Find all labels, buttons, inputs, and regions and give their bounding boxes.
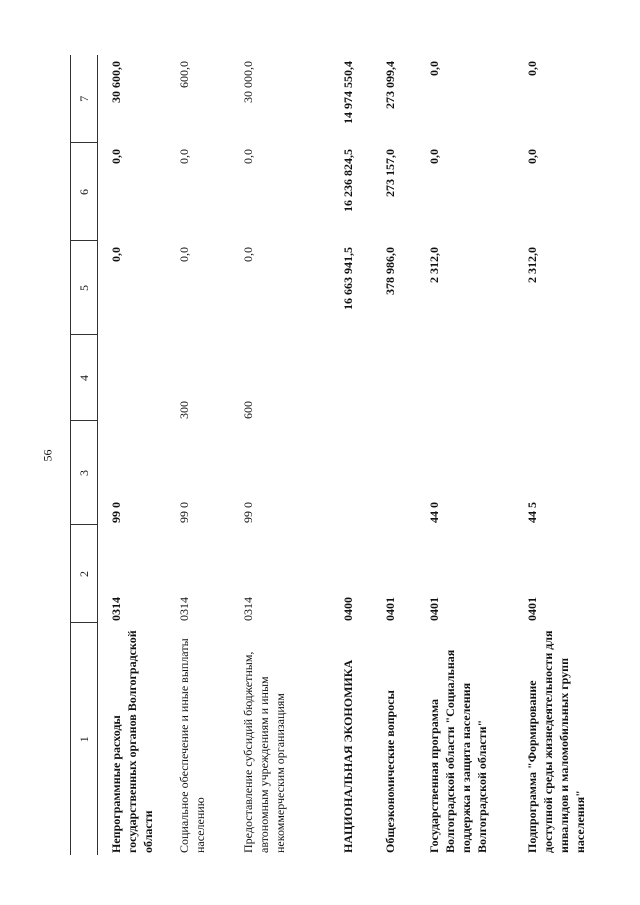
row-target-article: [330, 421, 372, 525]
col-header-5: 5: [71, 241, 98, 335]
row-value-7: 0,0: [525, 61, 539, 76]
row-expense-type: [98, 335, 167, 421]
row-section-code: 0401: [383, 597, 397, 621]
header-row: [71, 55, 98, 855]
row-name: Общеэкономические вопросы: [383, 690, 397, 853]
row-expense-type: [372, 335, 416, 421]
col-header-6: 6: [71, 143, 98, 241]
row-value-5: 0,0: [241, 247, 255, 262]
table-row: [416, 55, 514, 855]
col-header-7: 7: [71, 55, 98, 143]
row-section-code: 0401: [427, 597, 441, 621]
row-name: Предоставление субсидий бюджетным, автономным учреждениям и иным некоммерческим организациям: [241, 651, 287, 853]
table-row: [330, 55, 372, 855]
row-value-7: 273 099,4: [383, 61, 397, 109]
row-section-code: 0314: [109, 597, 123, 621]
col-header-3: 3: [71, 421, 98, 525]
row-name: Подпрограмма "Формирование доступной среды жизнедеятельности для инвалидов и маломобильных групп населения": [525, 630, 587, 853]
row-expense-type: 300: [177, 401, 191, 419]
row-expense-type: [514, 335, 608, 421]
row-value-5: 2 312,0: [525, 247, 539, 283]
row-value-6: 0,0: [177, 149, 191, 164]
row-target-article: 99 0: [241, 502, 255, 523]
row-target-article: 99 0: [109, 502, 123, 523]
row-value-7: 600,0: [177, 61, 191, 88]
row-target-article: 44 5: [525, 502, 539, 523]
table-row: [230, 55, 330, 855]
row-section-code: 0401: [525, 597, 539, 621]
col-header-2: 2: [71, 525, 98, 623]
row-target-article: [372, 421, 416, 525]
row-section-code: 0314: [241, 597, 255, 621]
table-row: [514, 55, 608, 855]
page-number: 56: [40, 449, 55, 462]
row-target-article: 44 0: [427, 502, 441, 523]
row-expense-type: [330, 335, 372, 421]
col-header-1: 1: [71, 623, 98, 855]
table-row: [166, 55, 230, 855]
col-header-4: 4: [71, 335, 98, 421]
row-expense-type: [416, 335, 514, 421]
row-section-code: 0400: [341, 597, 355, 621]
row-name: Государственная программа Волгоградской области "Социальная поддержка и защита населения Волгоградской области": [427, 649, 489, 853]
row-value-5: 378 986,0: [383, 247, 397, 295]
table-row: [372, 55, 416, 855]
row-value-7: 30 600,0: [109, 61, 123, 103]
row-name: Непрограммные расходы государственных органов Волгоградской области: [109, 630, 155, 853]
row-value-6: 0,0: [241, 149, 255, 164]
row-value-5: 2 312,0: [427, 247, 441, 283]
row-value-6: 0,0: [525, 149, 539, 164]
row-name: НАЦИОНАЛЬНАЯ ЭКОНОМИКА: [341, 659, 355, 853]
row-value-6: 0,0: [427, 149, 441, 164]
row-value-7: 0,0: [427, 61, 441, 76]
row-expense-type: 600: [241, 401, 255, 419]
row-value-5: 0,0: [109, 247, 123, 262]
row-value-5: 0,0: [177, 247, 191, 262]
row-value-6: 0,0: [109, 149, 123, 164]
row-value-7: 14 974 550,4: [341, 61, 355, 124]
budget-table: [70, 55, 608, 855]
budget-table-rotated: [70, 55, 610, 855]
row-value-6: 16 236 824,5: [341, 149, 355, 212]
table-row: [98, 55, 167, 855]
row-value-6: 273 157,0: [383, 149, 397, 197]
row-value-5: 16 663 941,5: [341, 247, 355, 310]
row-section-code: 0314: [177, 597, 191, 621]
row-target-article: 99 0: [177, 502, 191, 523]
row-name: Социальное обеспечение и иные выплаты населению: [177, 638, 207, 853]
row-value-7: 30 000,0: [241, 61, 255, 103]
